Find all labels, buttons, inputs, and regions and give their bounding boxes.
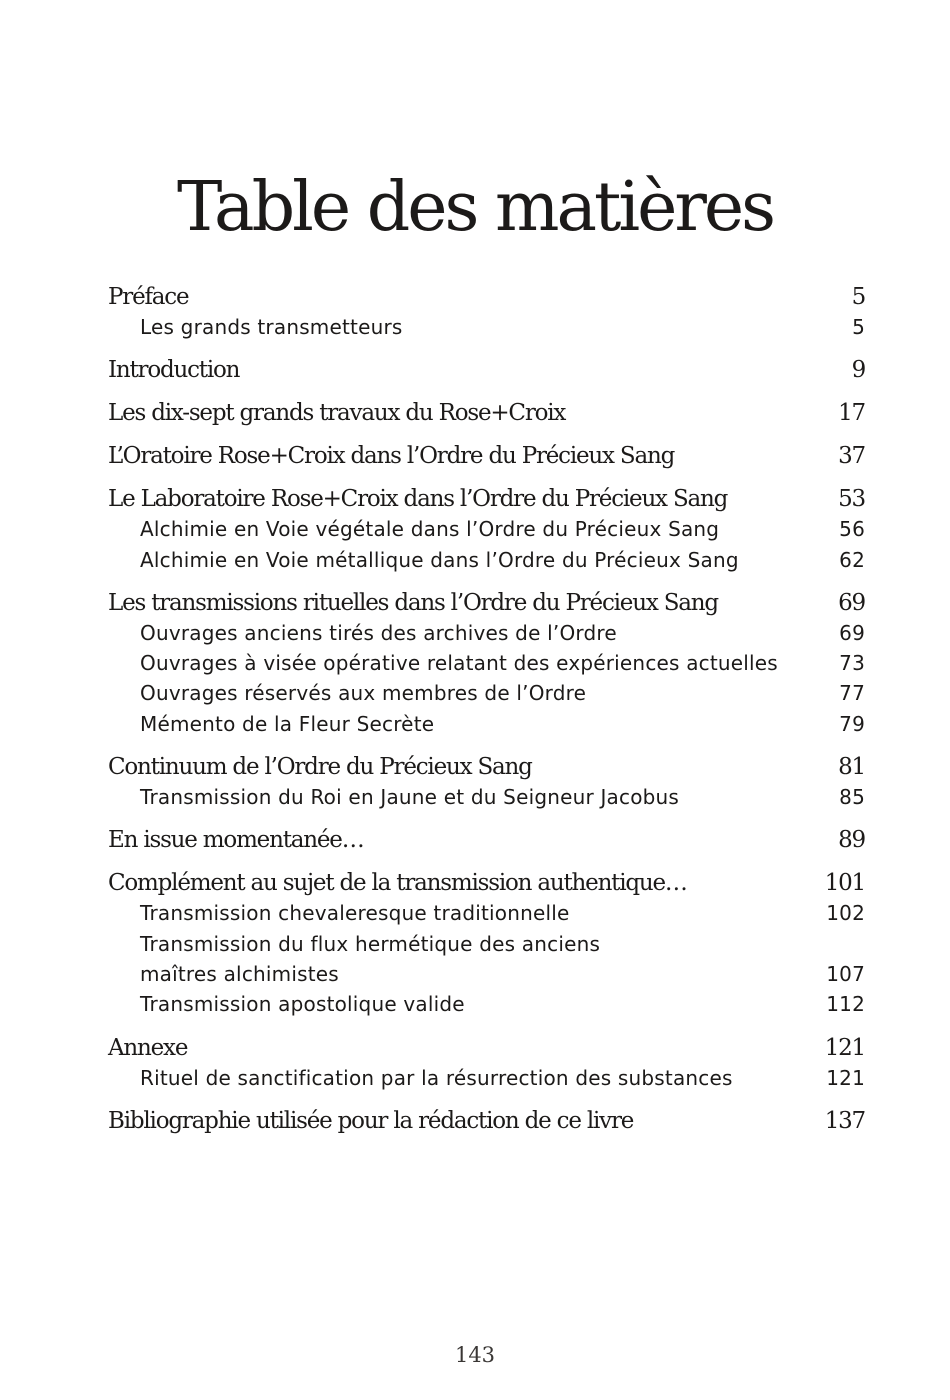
entry-page-number: 79 (839, 711, 865, 736)
page-title: Table des matières (176, 167, 774, 247)
entry-page-number: 102 (826, 901, 865, 926)
toc-chapter-entry[interactable] (108, 355, 865, 385)
entry-spacer (108, 575, 865, 588)
entry-title: Ouvrages à visée opérative relatant des expériences actuelles (140, 651, 778, 676)
entry-page-number: 137 (824, 1107, 865, 1134)
entry-title: Annexe (108, 1034, 188, 1061)
toc-chapter-entry[interactable] (108, 441, 865, 471)
entry-title: Alchimie en Voie métallique dans l’Ordre du Précieux Sang (140, 547, 739, 572)
toc-subentry[interactable] (108, 514, 865, 544)
entry-title: Bibliographie utilisée pour la rédaction de ce livre (108, 1107, 634, 1134)
entry-spacer (108, 739, 865, 752)
toc-subentry[interactable] (108, 898, 865, 928)
entry-title: Les transmissions rituelles dans l’Ordre du Précieux Sang (108, 589, 718, 616)
entry-spacer (108, 812, 865, 825)
toc-subentry[interactable] (108, 959, 865, 989)
toc-chapter-entry[interactable] (108, 825, 865, 855)
entry-title: Complément au sujet de la transmission authentique… (108, 870, 687, 897)
entry-page-number: 81 (838, 754, 865, 781)
toc-subentry[interactable] (108, 312, 865, 342)
entry-page-number: 121 (824, 1034, 865, 1061)
entry-title: Les dix-sept grands travaux du Rose+Croix (108, 400, 566, 427)
toc-chapter-entry[interactable] (108, 398, 865, 428)
entry-page-number: 73 (839, 651, 865, 676)
toc-subentry[interactable] (108, 648, 865, 678)
entry-page-number: 85 (839, 785, 865, 810)
toc-chapter-entry[interactable] (108, 868, 865, 898)
entry-title: Ouvrages réservés aux membres de l’Ordre (140, 681, 587, 706)
toc-chapter-entry[interactable] (108, 484, 865, 514)
entry-title: Préface (108, 284, 189, 310)
entry-page-number: 101 (824, 870, 865, 897)
entry-page-number: 77 (839, 681, 865, 706)
entry-page-number: 5 (851, 284, 865, 310)
entry-page-number: 62 (839, 547, 865, 572)
entry-title: Transmission chevaleresque traditionnelle (140, 901, 570, 926)
entry-spacer (108, 1020, 865, 1033)
entry-title: Alchimie en Voie végétale dans l’Ordre du Précieux Sang (140, 517, 720, 542)
entry-title: Transmission du Roi en Jaune et du Seigneur Jacobus (140, 785, 680, 810)
toc-chapter-entry[interactable] (108, 1033, 865, 1063)
page-number: 143 (454, 1343, 496, 1367)
toc-subentry[interactable] (108, 929, 865, 959)
entry-title: Ouvrages anciens tirés des archives de l’Ordre (140, 620, 617, 645)
toc-subentry[interactable] (108, 678, 865, 708)
toc-subentry[interactable] (108, 545, 865, 575)
entry-page-number: 5 (852, 315, 865, 339)
entry-spacer (108, 1093, 865, 1106)
entry-page-number: 17 (838, 400, 865, 427)
toc-subentry[interactable] (108, 989, 865, 1019)
toc-chapter-entry[interactable] (108, 1106, 865, 1136)
entry-spacer (108, 385, 865, 398)
toc-subentry[interactable] (108, 1063, 865, 1093)
entry-page-number: 121 (826, 1065, 865, 1090)
entry-title: maîtres alchimistes (140, 961, 339, 986)
entry-title: Introduction (108, 357, 240, 384)
toc-chapter-entry[interactable] (108, 752, 865, 782)
entry-title: Continuum de l’Ordre du Précieux Sang (108, 754, 532, 781)
table-of-contents (108, 282, 865, 1136)
entry-title: Transmission du flux hermétique des anciens (140, 931, 601, 956)
toc-chapter-entry[interactable] (108, 282, 865, 312)
entry-page-number: 53 (838, 486, 865, 513)
entry-title: Rituel de sanctification par la résurrection des substances (140, 1065, 733, 1090)
toc-subentry[interactable] (108, 709, 865, 739)
entry-title: L’Oratoire Rose+Croix dans l’Ordre du Précieux Sang (108, 443, 675, 470)
entry-page-number: 9 (851, 357, 865, 384)
toc-subentry[interactable] (108, 782, 865, 812)
entry-title: En issue momentanée… (108, 827, 364, 854)
toc-subentry[interactable] (108, 618, 865, 648)
entry-spacer (108, 428, 865, 441)
entry-spacer (108, 471, 865, 484)
entry-page-number: 107 (826, 961, 865, 986)
entry-title: Les grands transmetteurs (140, 315, 403, 339)
entry-spacer (108, 342, 865, 355)
entry-page-number: 56 (839, 517, 865, 542)
entry-page-number: 89 (838, 827, 865, 854)
entry-page-number: 69 (839, 620, 865, 645)
entry-page-number: 37 (838, 443, 865, 470)
entry-page-number: 112 (826, 992, 865, 1017)
entry-title: Transmission apostolique valide (140, 992, 465, 1017)
entry-title: Mémento de la Fleur Secrète (140, 711, 435, 736)
entry-spacer (108, 855, 865, 868)
toc-chapter-entry[interactable] (108, 588, 865, 618)
entry-title: Le Laboratoire Rose+Croix dans l’Ordre du Précieux Sang (108, 486, 728, 513)
entry-page-number: 69 (838, 589, 865, 616)
